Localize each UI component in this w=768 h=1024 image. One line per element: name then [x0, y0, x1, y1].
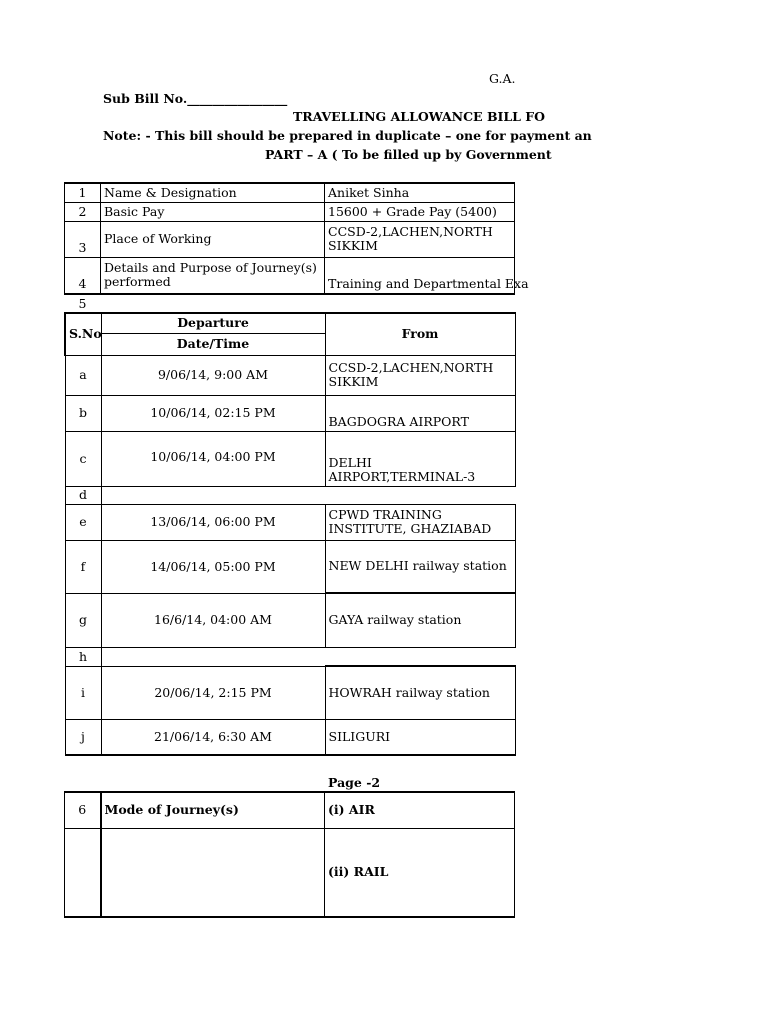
field-label: Details and Purpose of Journey(s) performed	[101, 257, 325, 294]
from-cell: HOWRAH railway station	[325, 666, 515, 719]
journey-table	[64, 312, 516, 756]
from-cell: CPWD TRAINING INSTITUTE, GHAZIABAD	[325, 504, 515, 540]
sno-cell: f	[65, 540, 101, 593]
details-row	[65, 202, 515, 221]
field-value: Aniket Sinha	[325, 183, 515, 202]
table-row	[65, 593, 515, 647]
sno-cell: c	[65, 431, 101, 486]
ga-label: G.A.	[489, 71, 516, 86]
row-number: 3	[65, 221, 101, 257]
from-cell: GAYA railway station	[325, 593, 515, 647]
datetime-cell: 10/06/14, 04:00 PM	[101, 431, 325, 486]
field-value	[325, 294, 515, 312]
details-row	[65, 183, 515, 202]
sno-cell: g	[65, 593, 101, 647]
row-number: 2	[65, 202, 101, 221]
datetime-cell: 10/06/14, 02:15 PM	[101, 395, 325, 431]
sno-cell: j	[65, 719, 101, 755]
datetime-cell: 14/06/14, 05:00 PM	[101, 540, 325, 593]
row-number: 5	[78, 295, 87, 311]
table-row	[65, 431, 515, 486]
field-value: Training and Departmental Exa	[325, 257, 515, 294]
datetime-cell: 9/06/14, 9:00 AM	[101, 355, 325, 395]
datetime-cell: 16/6/14, 04:00 AM	[101, 593, 325, 647]
sno-cell: h	[65, 647, 101, 666]
sno-cell: a	[65, 355, 101, 395]
from-cell: NEW DELHI railway station	[325, 540, 515, 593]
note-text: Note: - This bill should be prepared in duplicate – one for payment an	[103, 128, 592, 143]
datetime-cell	[101, 486, 325, 504]
mode-row	[65, 792, 515, 828]
field-label: Basic Pay	[101, 202, 325, 221]
details-row	[65, 257, 515, 294]
from-header: From	[325, 313, 515, 355]
field-label: Name & Designation	[101, 183, 325, 202]
details-row	[65, 294, 515, 312]
table-row	[65, 486, 515, 504]
table-row	[65, 504, 515, 540]
sub-bill-number: Sub Bill No.________________	[103, 91, 288, 106]
details-row	[65, 221, 515, 257]
empty-cell	[101, 828, 325, 917]
datetime-cell: 13/06/14, 06:00 PM	[101, 504, 325, 540]
rail-mode: (ii) RAIL	[325, 828, 515, 917]
mode-row	[65, 828, 515, 917]
datetime-header: Date/Time	[101, 333, 325, 355]
table-row	[65, 666, 515, 719]
row-number: 4	[65, 257, 101, 294]
sno-cell: d	[65, 486, 101, 504]
sno-cell: e	[65, 504, 101, 540]
part-a-heading: PART – A ( To be filled up by Government	[265, 147, 552, 162]
sno-cell: b	[65, 395, 101, 431]
mode-label: Mode of Journey(s)	[101, 792, 325, 828]
field-label	[101, 294, 325, 312]
from-cell	[325, 647, 515, 666]
sno-header: S.No	[65, 313, 101, 355]
table-row	[65, 395, 515, 431]
datetime-cell: 21/06/14, 6:30 AM	[101, 719, 325, 755]
from-cell: SILIGURI	[325, 719, 515, 755]
departure-header: Departure	[101, 313, 325, 333]
datetime-cell: 20/06/14, 2:15 PM	[101, 666, 325, 719]
page-2-label: Page -2	[328, 775, 381, 790]
mode-of-journey-table	[64, 791, 515, 918]
bill-title: TRAVELLING ALLOWANCE BILL FO	[293, 109, 546, 124]
table-row	[65, 540, 515, 593]
from-cell: DELHI AIRPORT,TERMINAL-3	[325, 431, 515, 486]
from-cell	[325, 486, 515, 504]
empty-cell	[65, 828, 101, 917]
from-cell: BAGDOGRA AIRPORT	[325, 395, 515, 431]
air-mode: (i) AIR	[325, 792, 515, 828]
sno-cell: i	[65, 666, 101, 719]
from-cell: CCSD-2,LACHEN,NORTH SIKKIM	[325, 355, 515, 395]
row-number: 1	[65, 183, 101, 202]
table-row	[65, 355, 515, 395]
details-table	[64, 182, 529, 312]
table-row	[65, 647, 515, 666]
datetime-cell	[101, 647, 325, 666]
field-value: CCSD-2,LACHEN,NORTH SIKKIM	[325, 221, 515, 257]
field-label: Place of Working	[101, 221, 325, 257]
journey-header-row	[65, 313, 515, 333]
row-number: 6	[65, 792, 101, 828]
table-row	[65, 719, 515, 755]
field-value: 15600 + Grade Pay (5400)	[325, 202, 515, 221]
